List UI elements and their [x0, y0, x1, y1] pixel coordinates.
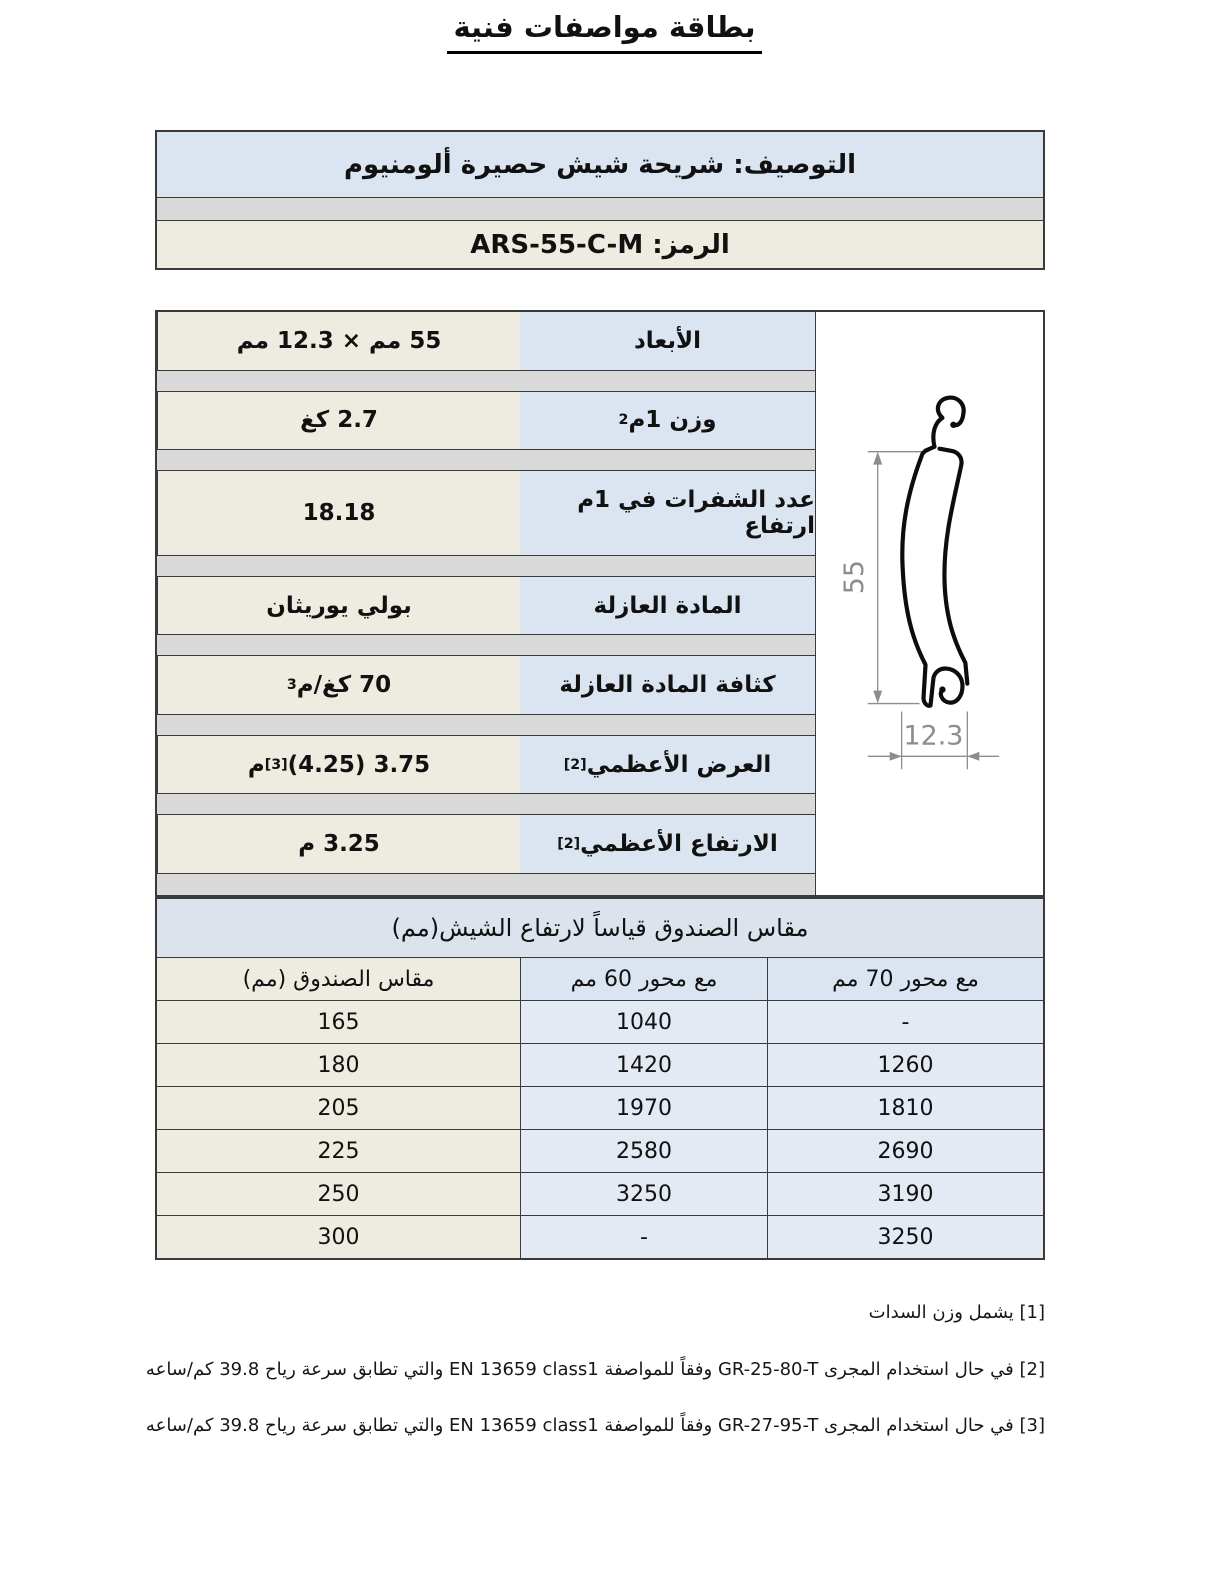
description-row: [157, 132, 1043, 197]
spec-row-weight: [157, 392, 815, 450]
doc-title-wrap: [0, 10, 1209, 54]
spec-row-insulation-material: [157, 577, 815, 635]
spec-label-cell: المادة العازلة: [520, 577, 815, 635]
description-text: التوصيف: شريحة شيش حصيرة ألومنيوم: [344, 149, 856, 180]
separator-band: [157, 555, 815, 577]
product-code-text: الرمز: ARS-55-C-M: [470, 229, 730, 260]
footnote-2: [2] في حال استخدام المجرى GR-25-80-T وفقاً للمواصفة EN 13659 class1 والتي تطابق سرعة رياح 39.8 كم/ساعه: [145, 1358, 1045, 1380]
axle-70-value: 1260: [768, 1044, 1043, 1086]
column-header-axle-70: مع محور 70 مم: [768, 958, 1043, 1000]
spec-row-blades-per-meter: [157, 471, 815, 555]
arrow-down-icon: [873, 691, 882, 704]
page-title: بطاقة مواصفات فنية: [447, 10, 761, 54]
identification-box: [155, 130, 1045, 270]
table-row: [157, 1215, 1043, 1258]
spec-value-cell: 55 مم × 12.3 مم: [157, 312, 520, 370]
spec-value-cell: 2.7 كغ: [157, 392, 520, 450]
footnote-3: [3] في حال استخدام المجرى GR-27-95-T وفقاً للمواصفة EN 13659 class1 والتي تطابق سرعة رياح 39.8 كم/ساعه: [145, 1415, 1045, 1436]
spec-row-max-width: [157, 736, 815, 794]
axle-60-value: 1420: [520, 1044, 768, 1086]
separator-band: [157, 793, 815, 815]
separator-band: [157, 873, 815, 895]
spec-label-cell: كثافة المادة العازلة: [520, 656, 815, 714]
box-size-value: 300: [157, 1216, 520, 1258]
spec-value-cell: 3.25 م: [157, 815, 520, 873]
table-row: [157, 1172, 1043, 1215]
spec-table: [155, 310, 1045, 897]
spec-row-insulation-density: [157, 656, 815, 714]
axle-60-value: -: [520, 1216, 768, 1258]
axle-70-value: -: [768, 1001, 1043, 1043]
axle-70-value: 2690: [768, 1130, 1043, 1172]
axle-70-value: 1810: [768, 1087, 1043, 1129]
separator-band: [157, 449, 815, 471]
axle-70-value: 3250: [768, 1216, 1043, 1258]
spec-label-cell: العرض الأعظمي [2]: [520, 736, 815, 794]
spec-table-rows: [157, 312, 815, 895]
separator-band: [157, 370, 815, 392]
arrow-right-icon: [890, 752, 902, 761]
code-row: [157, 221, 1043, 268]
spec-value-cell: 70 كغ/م 3: [157, 656, 520, 714]
axle-70-value: 3190: [768, 1173, 1043, 1215]
slat-profile-outline: [902, 398, 967, 706]
box-size-value: 250: [157, 1173, 520, 1215]
box-table-header-row: [157, 957, 1043, 1000]
hook-tip-dot: [950, 422, 956, 428]
spec-label-cell: عدد الشفرات في 1م ارتفاع: [520, 471, 815, 555]
footnote-1: [1] يشمل وزن السدات: [868, 1302, 1045, 1323]
table-row: [157, 1000, 1043, 1043]
axle-60-value: 1970: [520, 1087, 768, 1129]
height-dimension-label: 55: [838, 560, 870, 595]
separator-band: [157, 714, 815, 736]
channel-tip-dot: [939, 686, 945, 692]
spec-row-dimensions: [157, 312, 815, 370]
spec-value-cell: 3.75 (4.25) [3] م: [157, 736, 520, 794]
slat-profile-drawing: [816, 312, 1043, 895]
axle-60-value: 2580: [520, 1130, 768, 1172]
spec-row-max-height: [157, 815, 815, 873]
axle-60-value: 3250: [520, 1173, 768, 1215]
box-size-value: 205: [157, 1087, 520, 1129]
arrow-left-icon: [967, 752, 979, 761]
box-size-section-title: مقاس الصندوق قياساً لارتفاع الشيش(مم): [157, 899, 1043, 957]
separator-band: [157, 634, 815, 656]
column-header-axle-60: مع محور 60 مم: [520, 958, 768, 1000]
spec-label-cell: الأبعاد: [520, 312, 815, 370]
spec-value-cell: بولي يوريثان: [157, 577, 520, 635]
table-row: [157, 1043, 1043, 1086]
table-row: [157, 1086, 1043, 1129]
spec-value-cell: 18.18: [157, 471, 520, 555]
footnotes: [146, 1302, 1045, 1472]
column-header-box-size: مقاس الصندوق (مم): [157, 958, 520, 1000]
separator-band: [157, 197, 1043, 221]
table-row: [157, 1129, 1043, 1172]
slat-profile-diagram: [815, 312, 1043, 895]
box-size-value: 180: [157, 1044, 520, 1086]
spec-label-cell: وزن 1م 2: [520, 392, 815, 450]
spec-label-cell: الارتفاع الأعظمي [2]: [520, 815, 815, 873]
box-size-value: 165: [157, 1001, 520, 1043]
width-dimension-label: 12.3: [903, 720, 964, 752]
axle-60-value: 1040: [520, 1001, 768, 1043]
box-size-table-section: [155, 897, 1045, 1260]
arrow-up-icon: [873, 452, 882, 465]
box-size-value: 225: [157, 1130, 520, 1172]
